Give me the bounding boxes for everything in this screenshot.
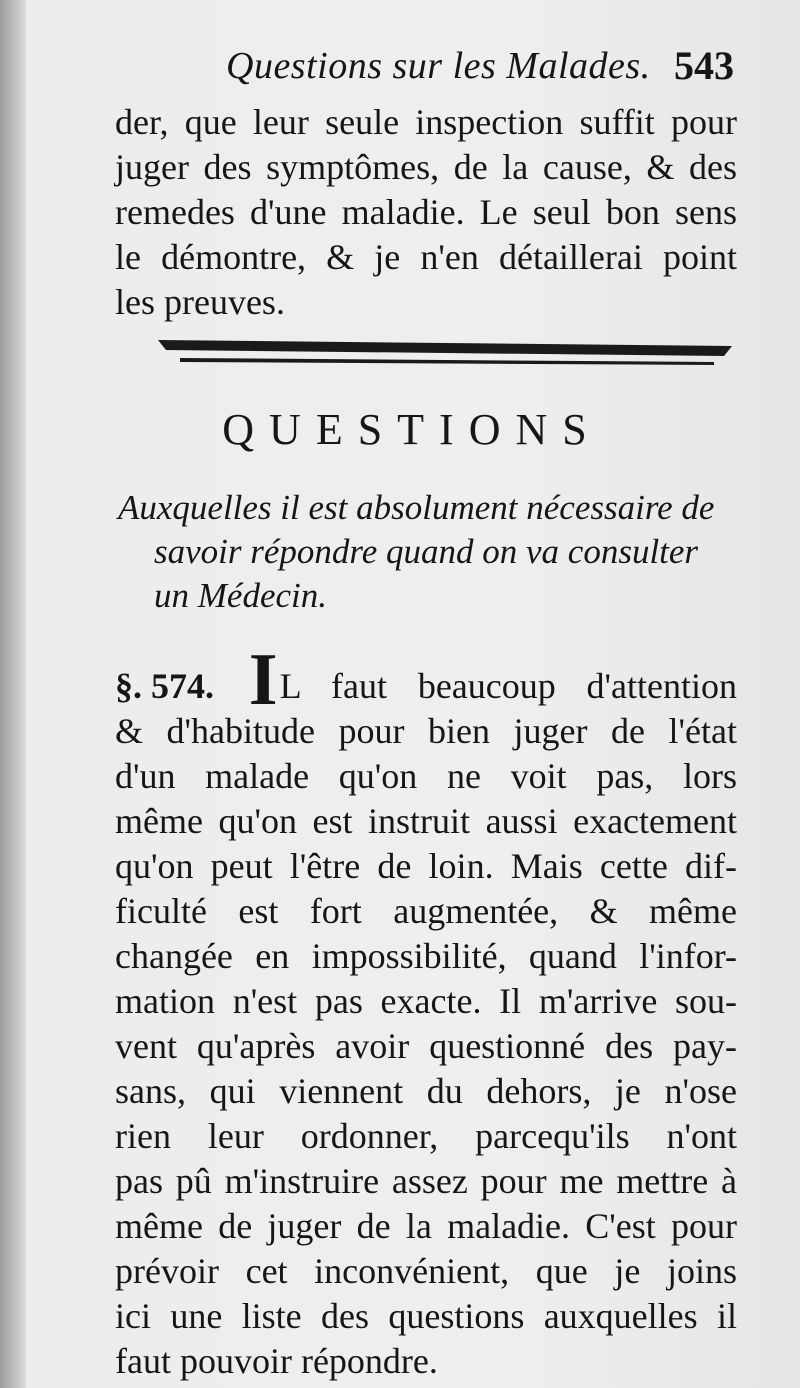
first-line-text: L faut beaucoup d'attention	[279, 666, 737, 706]
paragraph-574	[115, 639, 737, 1384]
subtitle-line: savoir répondre quand on va consulter	[154, 532, 699, 571]
text-line: pas pû m'instruire assez pour me mettre à	[115, 1161, 737, 1201]
text-line: même qu'on est instruit aussi exactement	[115, 801, 737, 841]
subtitle-line: un Médecin.	[154, 576, 327, 615]
section-subtitle	[118, 486, 743, 618]
section-title: QUESTIONS	[222, 405, 602, 454]
text-line: prévoir cet inconvénient, que je joins	[115, 1251, 737, 1291]
text-line: les preuves.	[115, 282, 285, 322]
page-gutter-shadow	[0, 0, 26, 1388]
text-line: sans, qui viennent du dehors, je n'ose	[115, 1071, 737, 1111]
text-line: der, que leur seule inspection suffit pour	[115, 102, 737, 142]
running-title: Questions sur les Malades.	[226, 45, 651, 87]
text-line: même de juger de la maladie. C'est pour	[115, 1206, 737, 1246]
subtitle-line: Auxquelles il est absolument nécessaire de	[118, 488, 715, 527]
text-line: le démontre, & je n'en détaillerai point	[115, 237, 737, 277]
text-line: vent qu'après avoir questionné des pay-	[115, 1026, 737, 1066]
text-line: & d'habitude pour bien juger de l'état	[115, 711, 737, 751]
text-line: ici une liste des questions auxquelles il	[115, 1296, 737, 1336]
dropcap-letter: I	[248, 639, 278, 721]
text-line: juger des symptômes, de la cause, & des	[115, 147, 737, 187]
section-divider-rule	[158, 334, 732, 374]
paragraph-number: §. 574.	[115, 666, 214, 706]
text-line: ficulté est fort augmentée, & même	[115, 891, 737, 931]
page-header	[226, 44, 756, 94]
paragraph-first-line	[115, 639, 737, 721]
text-line: mation n'est pas exacte. Il m'arrive sou-	[115, 981, 737, 1021]
text-line: d'un malade qu'on ne voit pas, lors	[115, 756, 737, 796]
page-number: 543	[674, 43, 734, 88]
text-line: qu'on peut l'être de loin. Mais cette dif-	[115, 846, 737, 886]
text-line: changée en impossibilité, quand l'infor-	[115, 936, 737, 976]
text-line: faut pouvoir répondre.	[115, 1341, 438, 1381]
text-line: rien leur ordonner, parcequ'ils n'ont	[115, 1116, 737, 1156]
text-line: remedes d'une maladie. Le seul bon sens	[115, 192, 737, 232]
continuation-text	[115, 100, 737, 325]
